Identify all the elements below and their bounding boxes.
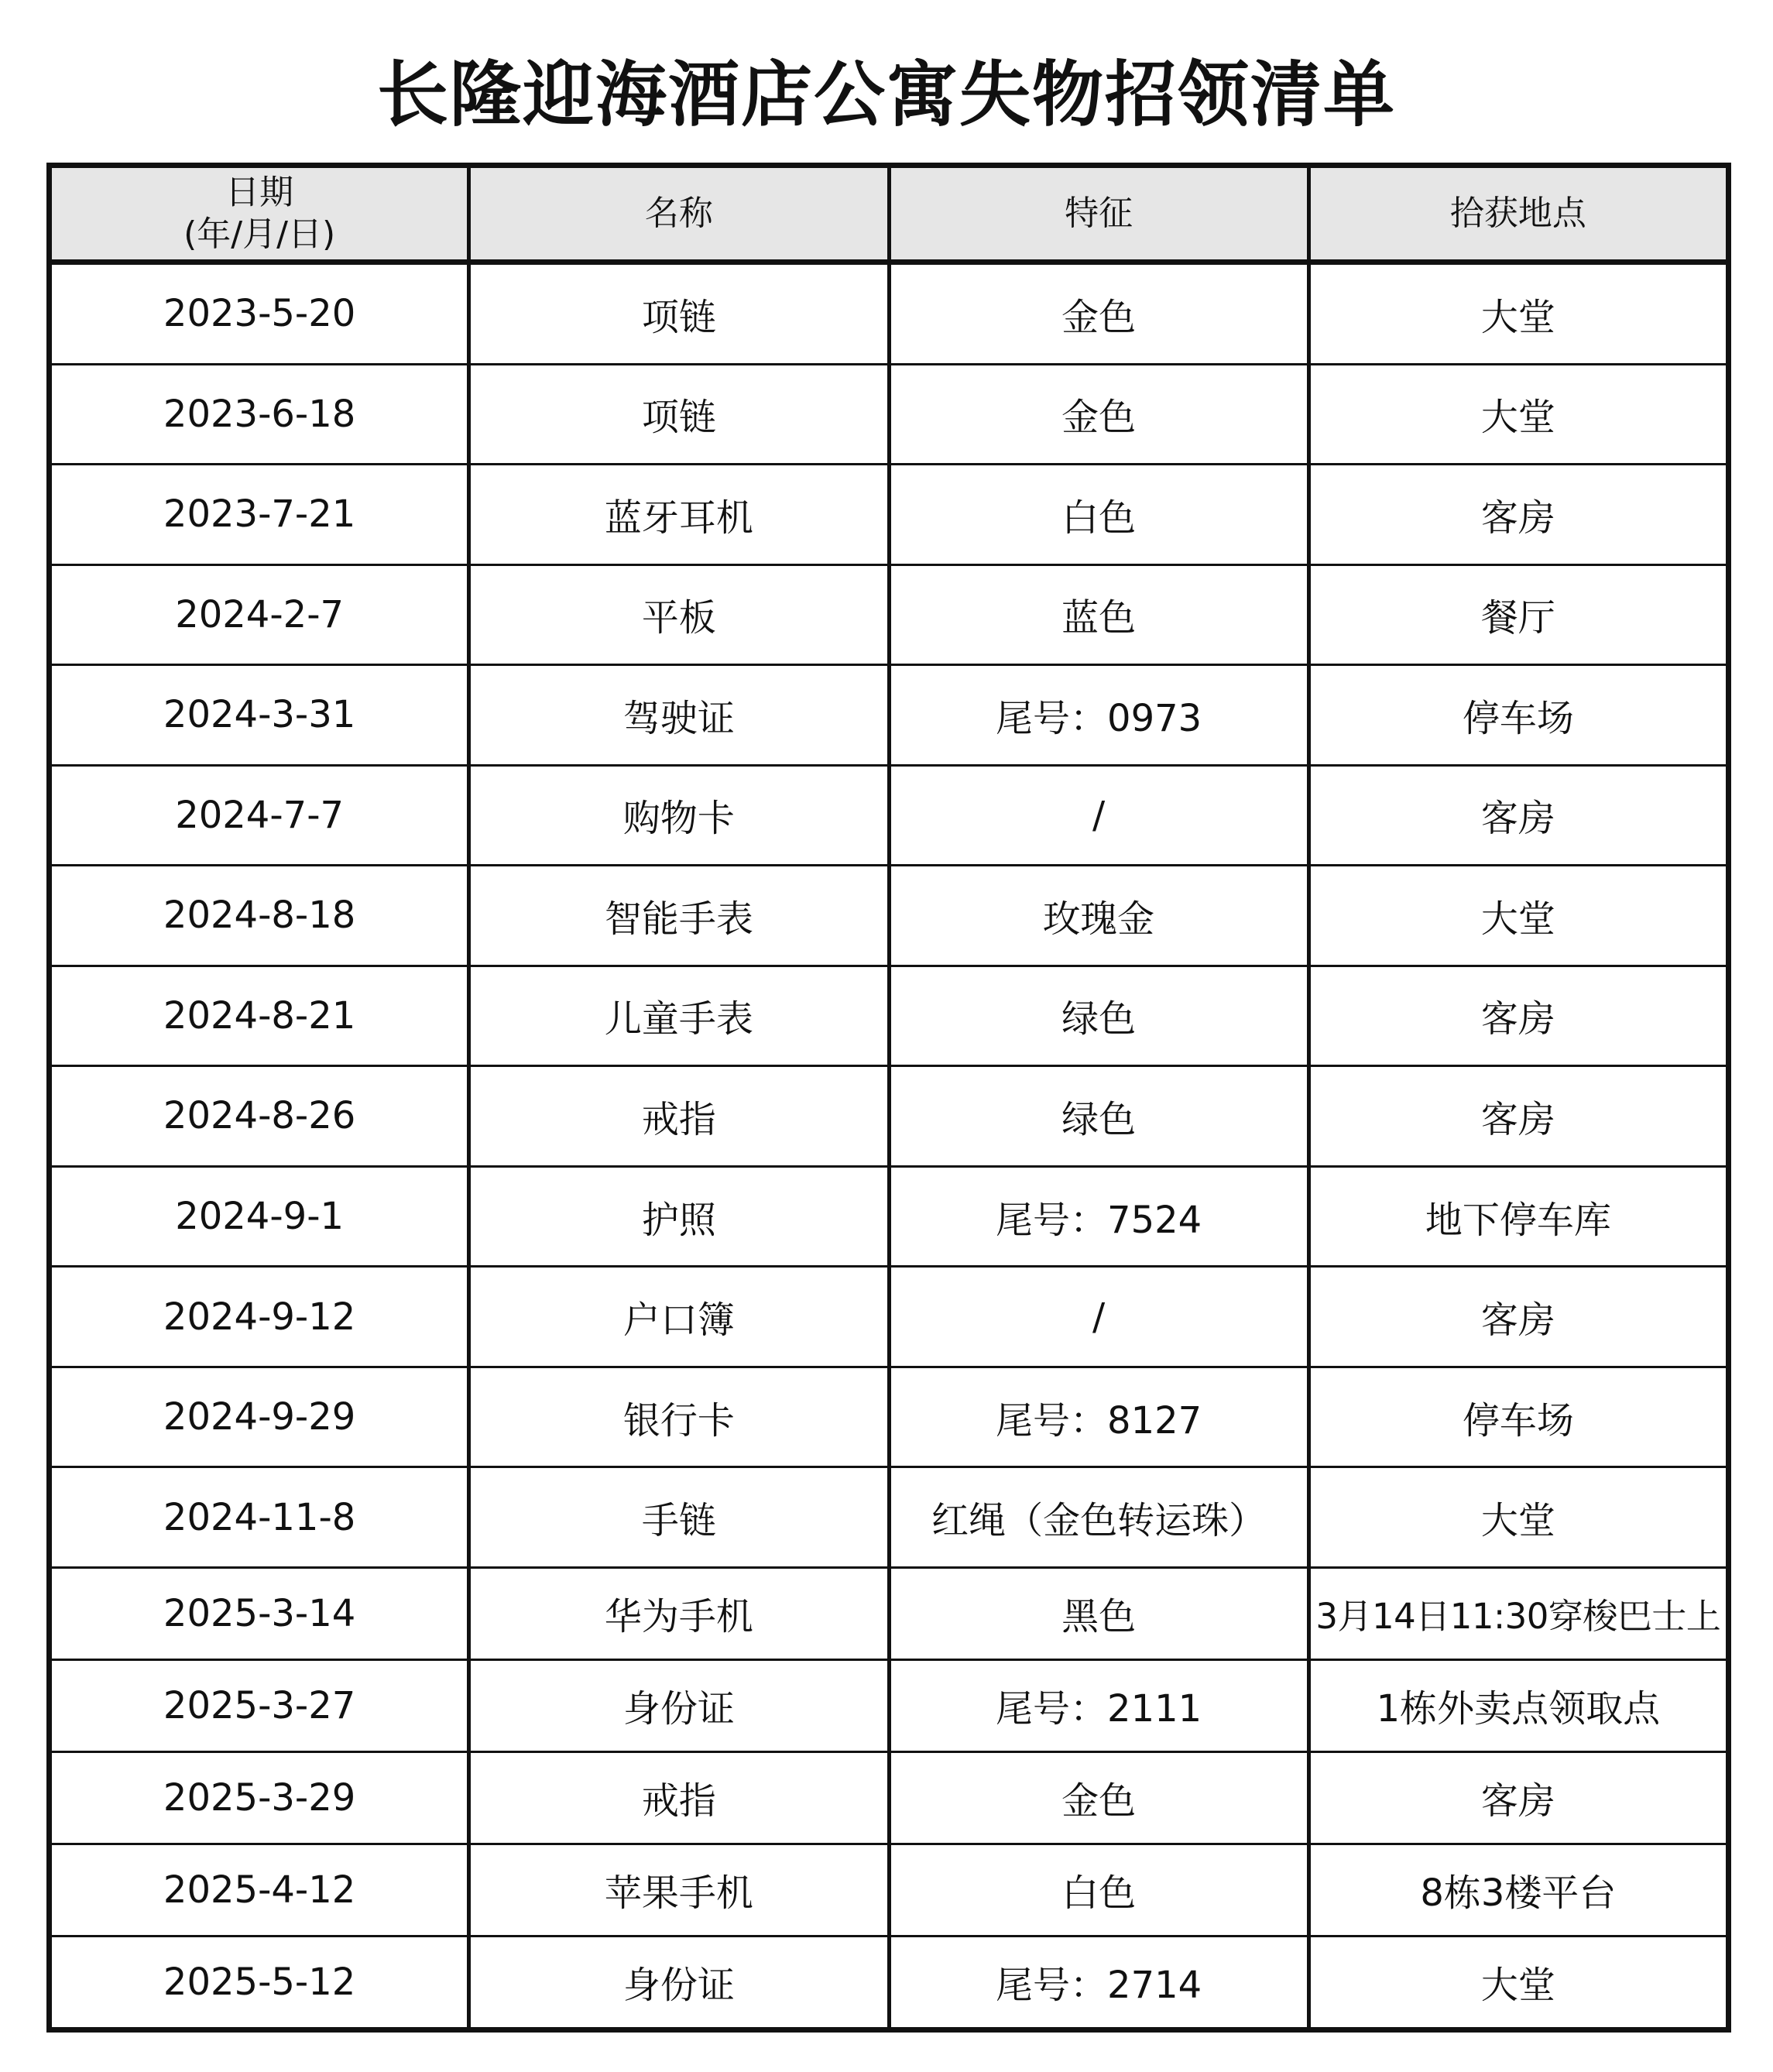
cell-feature: 玫瑰金 — [889, 866, 1308, 966]
cell-date: 2024-8-18 — [50, 866, 469, 966]
cell-location: 8栋3楼平台 — [1308, 1844, 1728, 1936]
cell-feature: 尾号：7524 — [889, 1166, 1308, 1267]
cell-feature: 绿色 — [889, 966, 1308, 1066]
table-row — [50, 1936, 1729, 2029]
table-row — [50, 1751, 1729, 1844]
cell-name: 华为手机 — [469, 1567, 889, 1659]
cell-date: 2023-6-18 — [50, 364, 469, 465]
cell-feature: 尾号：2111 — [889, 1659, 1308, 1751]
table-row — [50, 1367, 1729, 1467]
cell-name: 购物卡 — [469, 765, 889, 866]
cell-date: 2024-9-12 — [50, 1267, 469, 1367]
table-row — [50, 1567, 1729, 1659]
cell-location: 停车场 — [1308, 665, 1728, 766]
cell-name: 苹果手机 — [469, 1844, 889, 1936]
cell-date: 2024-8-26 — [50, 1066, 469, 1167]
cell-location: 客房 — [1308, 1751, 1728, 1844]
table-row — [50, 564, 1729, 665]
table-row — [50, 364, 1729, 465]
cell-location: 停车场 — [1308, 1367, 1728, 1467]
cell-feature: 黑色 — [889, 1567, 1308, 1659]
cell-name: 戒指 — [469, 1751, 889, 1844]
cell-feature: 尾号：8127 — [889, 1367, 1308, 1467]
cell-name: 项链 — [469, 364, 889, 465]
column-header-location: 拾获地点 — [1308, 166, 1728, 262]
cell-feature: 金色 — [889, 364, 1308, 465]
cell-name: 身份证 — [469, 1936, 889, 2029]
table-row — [50, 1844, 1729, 1936]
cell-name: 身份证 — [469, 1659, 889, 1751]
cell-name: 手链 — [469, 1467, 889, 1568]
table-row — [50, 966, 1729, 1066]
cell-feature: 蓝色 — [889, 564, 1308, 665]
cell-name: 平板 — [469, 564, 889, 665]
table-row — [50, 465, 1729, 565]
table-row — [50, 1659, 1729, 1751]
cell-feature: 尾号：0973 — [889, 665, 1308, 766]
cell-date: 2024-2-7 — [50, 564, 469, 665]
cell-location: 客房 — [1308, 1066, 1728, 1167]
cell-date: 2025-5-12 — [50, 1936, 469, 2029]
cell-feature: 绿色 — [889, 1066, 1308, 1167]
cell-date: 2025-4-12 — [50, 1844, 469, 1936]
column-header-name: 名称 — [469, 166, 889, 262]
cell-location: 客房 — [1308, 966, 1728, 1066]
cell-name: 银行卡 — [469, 1367, 889, 1467]
table-header-row — [50, 166, 1729, 262]
cell-name: 驾驶证 — [469, 665, 889, 766]
cell-date: 2024-8-21 — [50, 966, 469, 1066]
cell-location: 大堂 — [1308, 1936, 1728, 2029]
column-header-feature: 特征 — [889, 166, 1308, 262]
cell-location: 3月14日11:30穿梭巴士上 — [1308, 1567, 1728, 1659]
column-header-date-label: 日期 — [225, 173, 294, 212]
page-title: 长隆迎海酒店公寓失物招领清单 — [376, 53, 1396, 136]
table-row — [50, 1267, 1729, 1367]
cell-name: 项链 — [469, 262, 889, 365]
cell-location: 客房 — [1308, 765, 1728, 866]
cell-name: 蓝牙耳机 — [469, 465, 889, 565]
cell-date: 2024-3-31 — [50, 665, 469, 766]
cell-name: 戒指 — [469, 1066, 889, 1167]
cell-date: 2024-9-1 — [50, 1166, 469, 1267]
cell-date: 2024-7-7 — [50, 765, 469, 866]
cell-feature: 金色 — [889, 1751, 1308, 1844]
cell-location: 地下停车库 — [1308, 1166, 1728, 1267]
table-row — [50, 665, 1729, 766]
cell-location: 大堂 — [1308, 364, 1728, 465]
cell-feature: 金色 — [889, 262, 1308, 365]
cell-location: 客房 — [1308, 465, 1728, 565]
table-row — [50, 1066, 1729, 1167]
cell-feature: 白色 — [889, 1844, 1308, 1936]
table-row — [50, 1166, 1729, 1267]
cell-location: 大堂 — [1308, 866, 1728, 966]
cell-date: 2025-3-29 — [50, 1751, 469, 1844]
cell-feature: 红绳（金色转运珠） — [889, 1467, 1308, 1568]
cell-date: 2024-11-8 — [50, 1467, 469, 1568]
table-row — [50, 765, 1729, 866]
lost-and-found-table — [46, 163, 1731, 2033]
cell-feature: 白色 — [889, 465, 1308, 565]
cell-date: 2024-9-29 — [50, 1367, 469, 1467]
cell-name: 护照 — [469, 1166, 889, 1267]
cell-name: 智能手表 — [469, 866, 889, 966]
table-row — [50, 262, 1729, 365]
cell-name: 儿童手表 — [469, 966, 889, 1066]
cell-date: 2025-3-27 — [50, 1659, 469, 1751]
cell-date: 2023-5-20 — [50, 262, 469, 365]
column-header-date-unit: (年/月/日) — [183, 214, 336, 254]
cell-location: 餐厅 — [1308, 564, 1728, 665]
column-header-date — [50, 166, 469, 262]
table-row — [50, 1467, 1729, 1568]
cell-location: 1栋外卖点领取点 — [1308, 1659, 1728, 1751]
cell-feature: / — [889, 765, 1308, 866]
cell-feature: 尾号：2714 — [889, 1936, 1308, 2029]
cell-location: 客房 — [1308, 1267, 1728, 1367]
cell-date: 2023-7-21 — [50, 465, 469, 565]
cell-feature: / — [889, 1267, 1308, 1367]
table-row — [50, 866, 1729, 966]
cell-date: 2025-3-14 — [50, 1567, 469, 1659]
cell-name: 户口簿 — [469, 1267, 889, 1367]
cell-location: 大堂 — [1308, 262, 1728, 365]
cell-location: 大堂 — [1308, 1467, 1728, 1568]
